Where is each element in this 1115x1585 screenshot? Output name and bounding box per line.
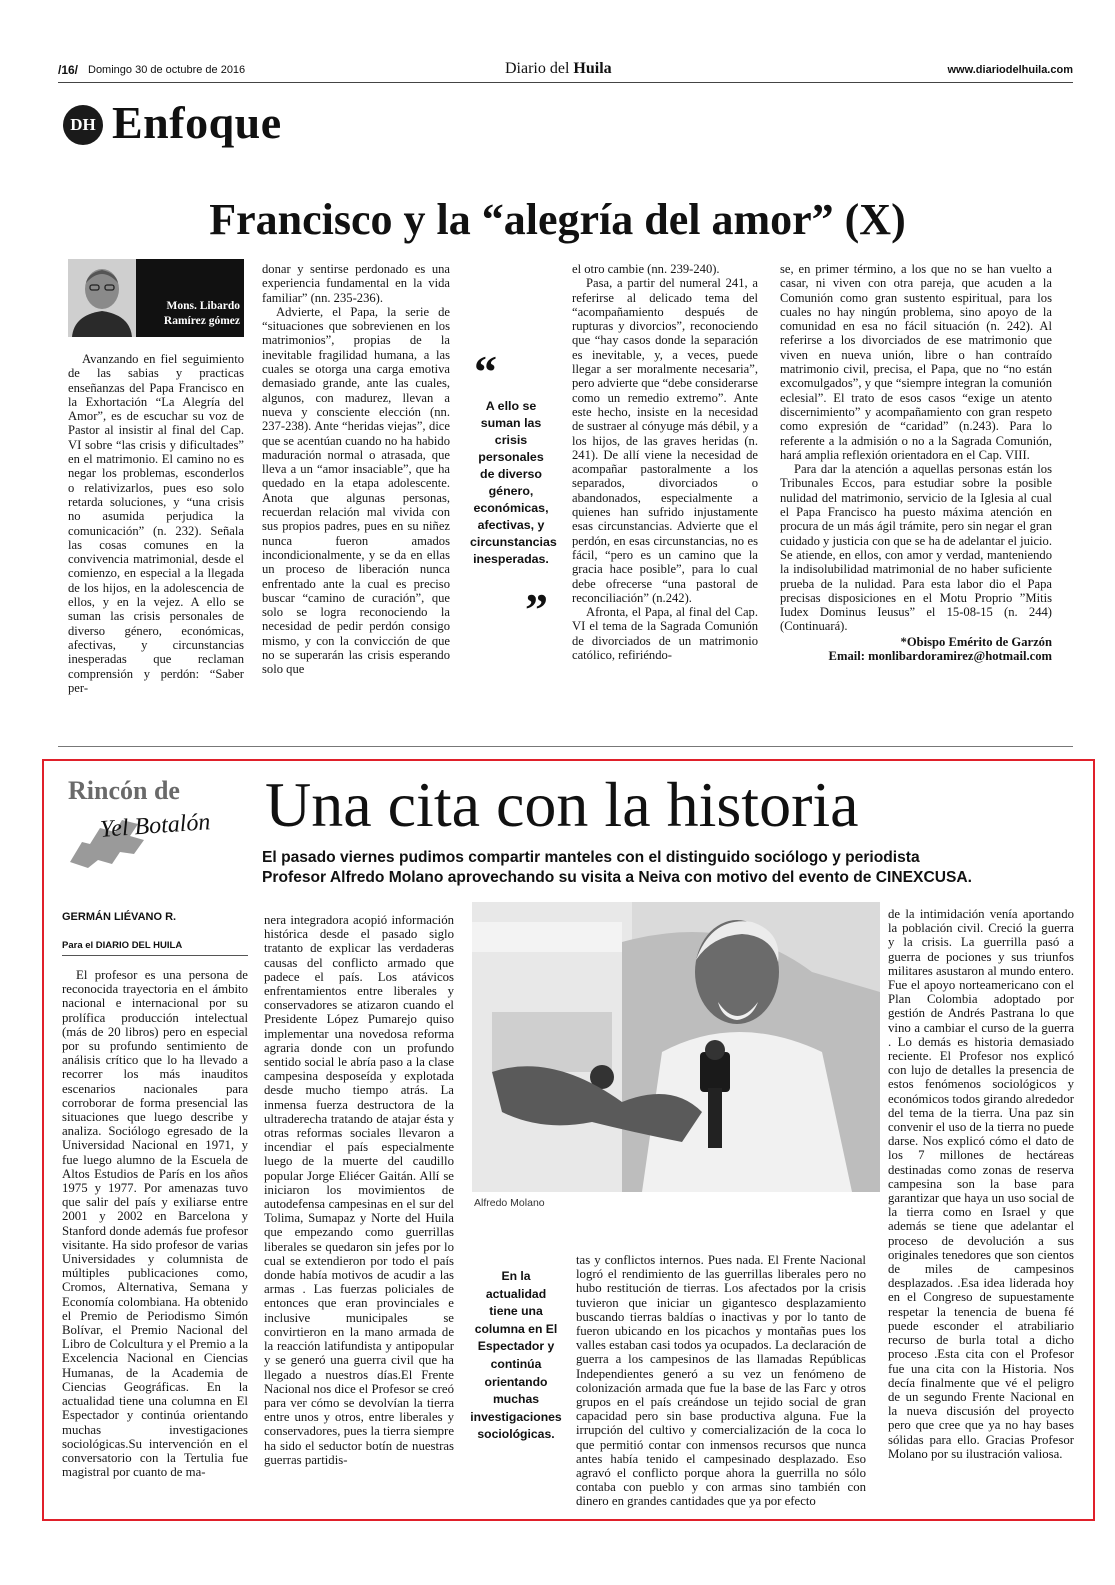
paragraph: Afronta, el Papa, al final del Cap. VI el tema de la Sagrada Comunión de divorciados de un matrimonio católico, refiriéndo- bbox=[572, 605, 758, 663]
quote-close-mark: ” bbox=[525, 584, 548, 635]
quote-open-mark: “ bbox=[474, 346, 497, 397]
paper-name: Diario del Huila bbox=[505, 60, 612, 77]
author-signature: *Obispo Emérito de Garzón bbox=[900, 634, 1052, 649]
paragraph: tas y conflictos internos. Pues nada. El Frente Nacional logró el rendimiento de las guerrillas liberales pero no hubo restitución de tierras. Los afectados por la crisis tuvieron que iniciar un gigantesco desplazamiento buscando tierras baldías o inactivas y por lo tanto de fueron ubicando en los picachos y montañas pues los valles estaban casi todos ya ocupados. La declaración de guerra a los campesinos de las llamadas Repúblicas Independientes generó a su vez un fenómeno de colonización armada que fue la base de las Farc y otros grupos en el país creándose un tejido social de gran capacidad pero sin base productiva alguna. Fue la irrupción del cultivo y comercialización de la coca lo que permitió contar con inmensos recursos que nunca antes había tenido el campesinado desplazado. Eso agravó el conflicto porque ahora la guerrilla no sólo contaba con pueblo y con armas sino también con dinero en grandes cantidades que ya por efecto bbox=[576, 1253, 866, 1509]
article1-column-2 bbox=[262, 262, 450, 677]
section-divider bbox=[58, 746, 1073, 747]
article1-column-1 bbox=[68, 352, 244, 695]
article2-byline: GERMÁN LIÉVANO R. bbox=[62, 911, 177, 923]
byline-rule bbox=[62, 955, 248, 956]
header-rule bbox=[58, 82, 1073, 83]
article2-pullquote: En la actualidad tiene una columna en El Espectador y continúa orientando muchas investigaciones sociológicas. bbox=[470, 1269, 562, 1442]
article1-column-3 bbox=[572, 262, 758, 662]
article1-pullquote: A ello se suman las crisis personales de diverso género, económicas, afectivas, y circunstancias inesperadas. bbox=[470, 399, 557, 566]
paragraph: Para dar la atención a aquellas personas están los Tribunales Eccos, para estudiar sobre la posible nulidad del matrimonio, servicio de la Iglesia al cual el Papa Francisco ha puesto máxima atención en procura de un más ágil trámite, pero sin negar el gran cuidado y justicia con que se ha de adelantar el juicio. Se atiende, en ellos, con amor y verdad, manteniendo la indisolubilidad matrimonial de no haber suficiente prueba de la nulidad. Para esta labor dio el Papa precisas disposiciones en el Motu Proprio ”Mitis Iudex Dominus Ieusus” el 15-08-15 (n. 244) (Continuará). bbox=[780, 462, 1052, 634]
page-number: /16/ bbox=[58, 63, 79, 77]
article2-title: Una cita con la historia bbox=[265, 769, 859, 840]
page-date: Domingo 30 de octubre de 2016 bbox=[88, 64, 246, 76]
paragraph: nera integradora acopió información histórica desde el pasado siglo tratanto de explicar las verdaderas causas del conflicto armado que padece el país. Los atávicos enfrentamientos entre liberales y conservadores se atizaron cuando el Presidente López Pumarejo quiso implementar una novedosa reforma agraria donde con un profundo sentido social le abría paso a la clase campesina desposeída y explotada desde mucho tiempo atrás. La inmensa fuerza destructora de la ultraderecha tratando de atajar ésta y otras reformas sociales llevaron a incendiar el país especialmente luego de la muerte del caudillo popular Jorge Eliécer Gaitán. Allí se iniciaron los movimientos de autodefensa campesinas en el sur del Tolima, Sumapaz y Norte del Huila que empezando como guerrillas liberales se quedaron sin jefes por lo cual se extendieron por todo el país donde había motivos de acudir a las armas . Las fuerzas policiales de entonces que eran provinciales e inclusive municipales se convirtieron en la mano armada de la reacción latifundista y antipopular y se generó una guerra civil que ha llegado a nuestros días.El Frente Nacional nos dice el Profesor se creó para ver cómo se devolvían la tierra entre unos y otros, entre liberales y conservadores, pues la tierra siempre ha sido el seductor botín de nuestras guerras partidis- bbox=[264, 913, 454, 1467]
section-logo: DH bbox=[63, 105, 103, 145]
author-email[interactable]: Email: monlibardoramirez@hotmail.com bbox=[828, 649, 1052, 664]
paragraph: de la intimidación venía aportando la población civil. Creció la guerra y la crisis. La guerrilla pasó a guerra de pociones y sus triunfos militares asustaron al mundo entero. Fue el apoyo norteamericano con el Plan Colombia adoptado por gestión de Andrés Pastrana lo que vino a cambiar el curso de la guerra . Lo demás es historia demasiado reciente. El Profesor nos explicó con lujo de detalles la presencia de estos fenómenos sociológicos y económicos todos girando alrededor del tema de la tierra. Una paz sin convenir el uso de la tierra no puede darse. Nos explicó cómo el dato de los 7 millones de hectáreas destinadas como zonas de reserva campesina son la base para garantizar que haya un uso social de la tierra como en Israel y que además se tiene que adelantar el proceso de devolución a sus originales tenedores que son cientos de miles de campesinos desplazados. .Esa idea liderada hoy en el Congreso de supuestamente respetar la tenencia de buena fé puede esconder el atrabiliario recurso de burla total a dicho proceso .Esta cita con el Profesor fue una cita con la Historia. Nos decía finalmente que vé el peligro de un segundo Frente Nacional en la nueva discusión del proyecto pero que cree que ya no hay bases sólidas para ello. Gracias Profesor Molano por su ilustración valiosa. bbox=[888, 907, 1074, 1461]
page-header bbox=[58, 62, 1073, 80]
article1-column-4 bbox=[780, 262, 1052, 663]
article2-byline-sub: Para el DIARIO DEL HUILA bbox=[62, 940, 183, 951]
paragraph: el otro cambie (nn. 239-240). bbox=[572, 262, 720, 276]
column-logo-title: Rincón de bbox=[68, 776, 180, 805]
paragraph: se, en primer término, a los que no se han vuelto a casar, ni viven con otra pareja, que acuden a la Comunión como gran sustento espiritual, para los cuales no hay ningún problema, sino apoyo de la comunidad en esa no fácil situación (n. 242). Al referirse a los divorciados de ese matrimonio que viven en nueva unión, libre o han contraído matrimonio civil, precisa, el Papa, que no “no están excomulgados”, y que “siempre integran la comunión eclesial”. El trato de esos casos “exige un atento discernimiento” y acompañamiento con gran respeto como expresión de “caridad” (n.243). Para lo referente a la admisión o no a la Sagrada Comunión, hará amplia reflexión orientadora en el Cap. VIII. bbox=[780, 262, 1052, 462]
author-portrait-icon bbox=[68, 259, 136, 337]
alfredo-molano-photo bbox=[472, 902, 880, 1192]
website: www.diariodelhuila.com bbox=[947, 64, 1073, 76]
paragraph: Pasa, a partir del numeral 241, a referirse al delicado tema del “acompañamiento después de rupturas y divorcios”, reconociendo que “hay casos donde la separación es inevitable, y, a veces, puede llegar a ser moralmente necesaria”, pero advierte que “debe considerarse como un remedio extremo”. Ante este hecho, insiste en la necesidad de sustraer al cónyuge más débil, y a los hijos, de las graves heridas (n. 241). De allí viene la necesidad de acompañar pastoralmente a los separados, divorciados o abandonados, especialmente a quienes han sufrido injustamente esas circunstancias. Advierte que el perdón, en esas circunstancias, no es fácil, “pero es un camino que la gracia hace posible”, para lo cual debe ofrecerse “una pastoral de reconciliación” (n.242). bbox=[572, 276, 759, 605]
article2-column-1 bbox=[62, 968, 248, 1479]
paragraph: Advierte, el Papa, la serie de “situaciones que sobrevienen en los matrimonios”, propias de la inevitable fragilidad humana, a las cuales se otorga una carga emotiva demasiado grande, ante las cuales, algunos, con madurez, llevan a nueva y consciente elección (nn. 237-238). Ante “heridas viejas”, dice que se acentúan cuando no ha habido maduración normal o atrasada, que lleva a un “amor insaciable”, que ha quedado en la etapa adolescente. Anota que algunas personas, recuerdan relación mal vivida con sus propios padres, pues en su niñez nunca fueron amados incondicionalmente, y se da en ellas un proceso de liberación nunca enfrentado ante la cual es preciso buscar “camino de curación”, que solo se logra reconociendo la necesidad de pedir perdón consigo mismo, y con la convicción de que no se superarán las crisis esperando solo que bbox=[262, 304, 450, 677]
section-title: Enfoque bbox=[112, 97, 282, 148]
article2-subtitle: El pasado viernes pudimos compartir manteles con el distinguido sociólogo y periodista Profesor Alfredo Molano aprovechando su visita a Neiva con motivo del evento de CINEXCUSA. bbox=[262, 849, 972, 886]
paragraph: El profesor es una persona de reconocida trayectoria en el ámbito nacional e internacional por su prolífica producción intelectual (más de 20 libros) pero en especial por su profundo sentimiento de análisis crítico que lo ha llevado a recorrer los más inauditos escenarios nacionales para corroborar de forma presencial las situaciones que luego describe y analiza. Sociólogo egresado de la Universidad Nacional en 1971, y fue luego alumno de la Escuela de Altos Estudios de París en los años 1975 y 1977. Por amenazas tuvo que salir del país y exiliarse entre 2001 y 2002 en Barcelona y Stanford donde además fue profesor visitante. Ha sido profesor de varias Universidades y columnista de múltiples publicaciones como, Cromos, Alternativa, Semana y Economía colombiana. Ha obtenido el Premio de Periodismo Simón Bolívar, el Premio Nacional del Libro de Colcultura y el Premio a la Excelencia Nacional en Ciencias Humanas, de la Academia de Ciencias Geográficas. En la actualidad tiene una columna en El Espectador y continúa orientando muchas investigaciones sociológicas.Su intervención en el conversatorio con la Tertulia fue magistral por cuanto de ma- bbox=[62, 968, 248, 1480]
author-box bbox=[68, 259, 244, 337]
article2-column-4 bbox=[888, 907, 1074, 1461]
paragraph: donar y sentirse perdonado es una experiencia fundamental en la vida familiar” (nn. 235-236). bbox=[262, 262, 450, 305]
article2-column-2 bbox=[264, 913, 454, 1467]
article2-column-3 bbox=[576, 1253, 866, 1509]
photo-caption: Alfredo Molano bbox=[474, 1197, 545, 1209]
article2-photo bbox=[472, 902, 880, 1192]
author-name: Mons. Libardo Ramírez gómez bbox=[163, 300, 240, 327]
column-logo bbox=[56, 768, 256, 878]
column-logo-name: Yel Botalón bbox=[99, 809, 212, 843]
article1-title: Francisco y la “alegría del amor” (X) bbox=[209, 195, 906, 244]
paragraph: Avanzando en fiel seguimiento de las sabias y practicas enseñanzas del Papa Francisco en la Exhortación “La Alegría del Amor”, es de escuchar su voz de Pastor al insistir al final del Cap. VI sobre “las crisis y dificultades” en el matrimonio. El camino no es negar los problemas, esconderlos o relativizarlos, pues eso solo retarda soluciones, y “una crisis no asumida perjudica la comunicación” (n. 232). Señala las cosas comunes en la convivencia matrimonial, desde el comienzo, en especial a la llegada de los hijos, en la adolescencia de ellos, y en la vejez. A ello se suman las crisis personales de diverso género, económicas, afectivas, y circunstancias inesperadas que reclaman comprensión y perdón: “Saber per- bbox=[68, 352, 244, 695]
author-photo bbox=[68, 259, 136, 337]
